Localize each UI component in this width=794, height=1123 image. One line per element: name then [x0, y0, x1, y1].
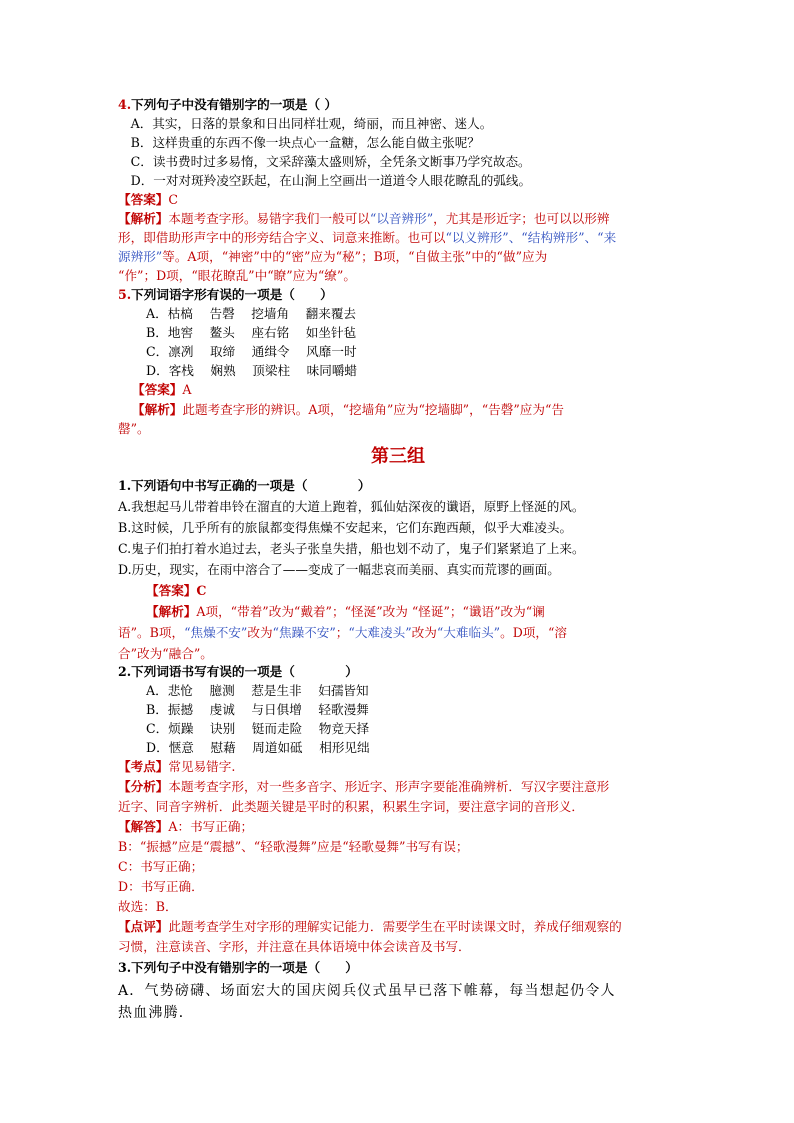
explanation-line: 语”。B项，“焦燥不安”改为“焦躁不安”；“大难凌头”改为“大难临头”。D项，“溶: [118, 625, 568, 640]
explanation-line: 合”改为“融合”。: [118, 646, 213, 661]
answer-value: C: [196, 583, 207, 598]
option-d: D．客栈 娴熟 顶梁柱 味同嚼蜡: [146, 363, 358, 378]
answer: [118, 191, 178, 209]
option-c: C.鬼子们拍打着水追过去，老头子张皇失措，船也划不动了，鬼子们紧紧追了上来。: [118, 541, 585, 556]
option-d: D.历史，现实，在雨中溶合了——变成了一幅悲哀而美丽、真实而荒谬的画面。: [118, 562, 560, 577]
analysis-line: 【分析】本题考查字形，对一些多音字、形近字、形声字要能准确辨析．写汉字要注意形: [118, 779, 610, 794]
explanation-line: 【解析】此题考查字形的辨识。A项，“挖墙角”应为“挖墙脚”，“告磬”应为“告: [132, 402, 564, 417]
option-c: C．烦躁 诀别 铤而走险 物竞天择: [146, 721, 370, 736]
option-b: B．地窖 鳌头 座右铭 如坐针毡: [146, 325, 357, 340]
question-number: 4.: [118, 97, 132, 112]
explanation-line: 【解析】A项，“带着”改为“戴着”；“怪涎”改为 “怪诞”；“谶语”改为“谰: [146, 604, 545, 619]
solution-line: 【解答】A：书写正确；: [118, 819, 254, 834]
option-a: A．其实，日落的景象和日出同样壮观，绮丽，而且神密、迷人。: [118, 116, 493, 131]
option-d: D．惬意 慰藉 周道如砥 相形见绌: [146, 740, 370, 755]
option-d: D．一对对斑羚凌空跃起，在山涧上空画出一道道令人眼花瞭乱的弧线。: [118, 173, 532, 188]
analysis-line: 近字、同音字辨析．此类题关键是平时的积累，积累生字词，要注意字词的音形义．: [118, 799, 584, 814]
solution-line: D：书写正确．: [118, 879, 204, 894]
comment-line: 【点评】此题考查学生对字形的理解实记能力．需要学生在平时读课文时，养成仔细观察的: [118, 919, 622, 934]
answer-tag: 【答案】: [118, 192, 169, 207]
answer-value: A: [182, 382, 192, 397]
question-2: 2.下列词语书写有误的一项是（ ）: [118, 664, 358, 679]
question-4: [118, 96, 337, 114]
question-number: 5.: [118, 287, 132, 302]
solution-choice: 故选：B．: [118, 899, 178, 914]
solution-tag: 【解答】: [118, 819, 169, 834]
answer-tag: 【答案】: [146, 583, 197, 598]
question-5: [118, 286, 333, 304]
option-b: B.这时候，几乎所有的旅鼠都变得焦燥不安起来，它们东跑西颠，似乎大难凌头。: [118, 520, 573, 535]
question-1: 1.下列语句中书写正确的一项是（ ）: [118, 478, 371, 493]
explanation-tag: 【解析】: [118, 211, 169, 226]
kaodian-tag: 【考点】: [118, 759, 169, 774]
option-a-continued: 热血沸腾．: [118, 1005, 194, 1021]
explanation-line: 源辨形”等。A项，“神密”中的“密”应为“秘”；B项，“自做主张”中的“做”应为: [118, 249, 548, 264]
solution-line: C：书写正确；: [118, 859, 204, 874]
option-b: B．振撼 虔诚 与日俱增 轻歌漫舞: [146, 702, 369, 717]
solution-line: B：“振撼”应是“震撼”、“轻歌漫舞”应是“轻歌曼舞”书写有误；: [118, 839, 469, 854]
explanation-line: 罄”。: [118, 421, 150, 436]
option-c: C．凛冽 取缔 通缉令 风靡一时: [146, 344, 357, 359]
answer: [146, 582, 206, 600]
question-text: 下列句子中没有错别字的一项是（ ）: [131, 97, 338, 112]
option-a: A．悲怆 臆测 惹是生非 妇孺皆知: [146, 683, 369, 698]
kaodian-line: 【考点】常见易错字.: [118, 759, 236, 774]
option-a: A.我想起马儿带着串铃在溜直的大道上跑着，狐仙姑深夜的谶语，原野上怪涎的风。: [118, 499, 585, 514]
analysis-tag: 【分析】: [118, 779, 169, 794]
question-3: 3.下列句子中没有错别字的一项是（ ）: [118, 960, 358, 975]
explanation-tag: 【解析】: [146, 604, 197, 619]
explanation-line: “作”；D项，“眼花瞭乱”中“瞭”应为“缭”。: [118, 268, 356, 283]
option-b: B．这样贵重的东西不像一块点心一盒糖，怎么能自做主张呢？: [118, 135, 480, 150]
option-a: A．气势磅礴、场面宏大的国庆阅兵仪式虽早已落下帷幕，每当想起仍令人: [118, 983, 616, 999]
explanation-tag: 【解析】: [132, 402, 183, 417]
comment-line: 习惯，注意读音、字形，并注意在具体语境中体会读音及书写．: [118, 939, 471, 954]
option-a: A．枯槁 告磬 挖墙角 翻来覆去: [146, 306, 357, 321]
comment-tag: 【点评】: [118, 919, 169, 934]
section-title: 第三组: [371, 446, 425, 467]
explanation-line: 【解析】本题考查字形。易错字我们一般可以“以音辨形”，尤其是形近字；也可以以形辨: [118, 211, 610, 226]
option-c: C．读书费时过多易惰，文采辞藻太盛则矫，全凭条文断事乃学究故态。: [118, 154, 531, 169]
explanation-line: 形，即借助形声字中的形旁结合字义、词意来推断。也可以“以义辨形”、“结构辨形”、“来: [118, 230, 617, 245]
answer: [132, 381, 191, 399]
question-text: 下列词语字形有误的一项是（ ）: [131, 287, 333, 302]
answer-value: C: [168, 192, 179, 207]
answer-tag: 【答案】: [132, 382, 183, 397]
